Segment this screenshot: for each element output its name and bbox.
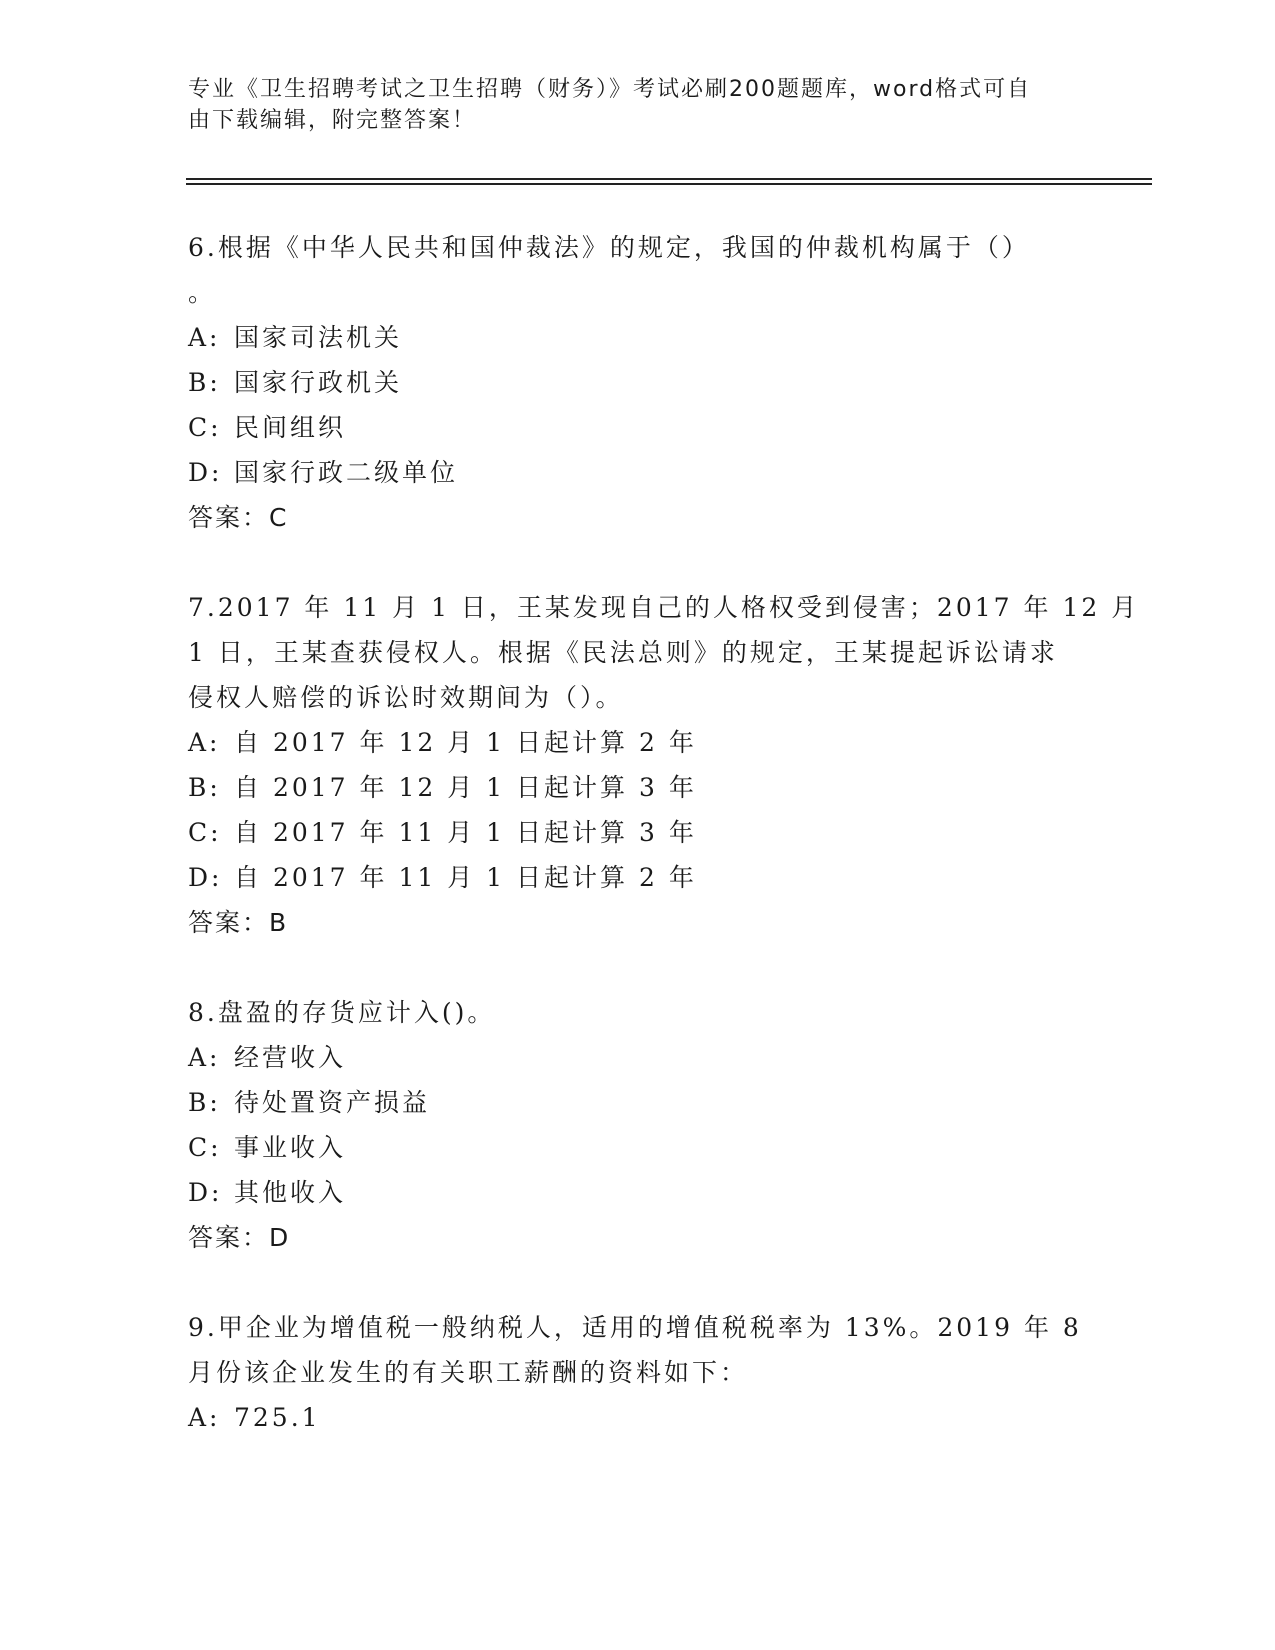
option-text: 自 2017 年 12 月 1 日起计算 2 年 bbox=[234, 728, 697, 757]
question-9-option-a bbox=[188, 1403, 321, 1433]
question-8-line-1: 8.盘盈的存货应计入()。 bbox=[188, 998, 496, 1027]
question-7-answer: 答案：B bbox=[188, 908, 289, 937]
option-label: B: bbox=[188, 368, 221, 397]
question-7-option-c bbox=[188, 818, 697, 848]
option-label: C: bbox=[188, 413, 222, 442]
option-label: B: bbox=[188, 1088, 221, 1117]
option-label: C: bbox=[188, 1133, 222, 1162]
question-9-line-1: 9.甲企业为增值税一般纳税人，适用的增值税税率为 13%。2019 年 8 bbox=[188, 1313, 1082, 1342]
question-6-line-2: 。 bbox=[188, 278, 217, 307]
option-text: 待处置资产损益 bbox=[234, 1088, 431, 1117]
question-6-answer: 答案：C bbox=[188, 503, 289, 532]
option-text: 国家司法机关 bbox=[234, 323, 403, 352]
question-7-option-b bbox=[188, 773, 697, 803]
option-text: 国家行政机关 bbox=[234, 368, 403, 397]
question-6-line-1: 6.根据《中华人民共和国仲裁法》的规定，我国的仲裁机构属于（） bbox=[188, 233, 1030, 262]
option-label: B: bbox=[188, 773, 221, 802]
option-text: 自 2017 年 11 月 1 日起计算 3 年 bbox=[234, 818, 697, 847]
option-text: 事业收入 bbox=[234, 1133, 347, 1162]
option-label: A: bbox=[188, 323, 221, 352]
option-label: C: bbox=[188, 818, 222, 847]
question-8-answer: 答案：D bbox=[188, 1223, 291, 1252]
option-text: 其他收入 bbox=[234, 1178, 347, 1207]
question-7-line-2: 1 日，王某查获侵权人。根据《民法总则》的规定，王某提起诉讼请求 bbox=[188, 638, 1058, 667]
option-text: 民间组织 bbox=[234, 413, 347, 442]
question-6-option-b bbox=[188, 368, 402, 398]
option-label: A: bbox=[188, 728, 221, 757]
option-text: 国家行政二级单位 bbox=[234, 458, 459, 487]
question-7-option-a bbox=[188, 728, 697, 758]
option-text: 自 2017 年 12 月 1 日起计算 3 年 bbox=[234, 773, 697, 802]
option-label: A: bbox=[188, 1043, 221, 1072]
question-8-option-d bbox=[188, 1178, 346, 1208]
question-7-option-d bbox=[188, 863, 697, 893]
question-8-option-c bbox=[188, 1133, 346, 1163]
question-7-line-3: 侵权人赔偿的诉讼时效期间为（）。 bbox=[188, 683, 624, 712]
option-text: 自 2017 年 11 月 1 日起计算 2 年 bbox=[234, 863, 697, 892]
question-9-line-2: 月份该企业发生的有关职工薪酬的资料如下： bbox=[188, 1358, 749, 1387]
header-divider-top bbox=[186, 178, 1152, 180]
header-line-2: 由下载编辑，附完整答案！ bbox=[188, 108, 477, 133]
option-text: 经营收入 bbox=[234, 1043, 347, 1072]
question-6-option-c bbox=[188, 413, 346, 443]
question-6-option-d bbox=[188, 458, 458, 488]
question-7-line-1: 7.2017 年 11 月 1 日，王某发现自己的人格权受到侵害；2017 年 12 月 bbox=[188, 593, 1140, 622]
question-8-option-b bbox=[188, 1088, 430, 1118]
option-label: D: bbox=[188, 458, 223, 487]
header-divider-bottom bbox=[186, 183, 1152, 185]
option-label: D: bbox=[188, 863, 223, 892]
document-header bbox=[188, 74, 1088, 136]
option-text: 725.1 bbox=[234, 1403, 321, 1432]
option-label: D: bbox=[188, 1178, 223, 1207]
question-6-option-a bbox=[188, 323, 402, 353]
question-8-option-a bbox=[188, 1043, 346, 1073]
header-line-1: 专业《卫生招聘考试之卫生招聘（财务）》考试必刷200题题库，word格式可自 bbox=[188, 77, 1032, 102]
option-label: A: bbox=[188, 1403, 221, 1432]
